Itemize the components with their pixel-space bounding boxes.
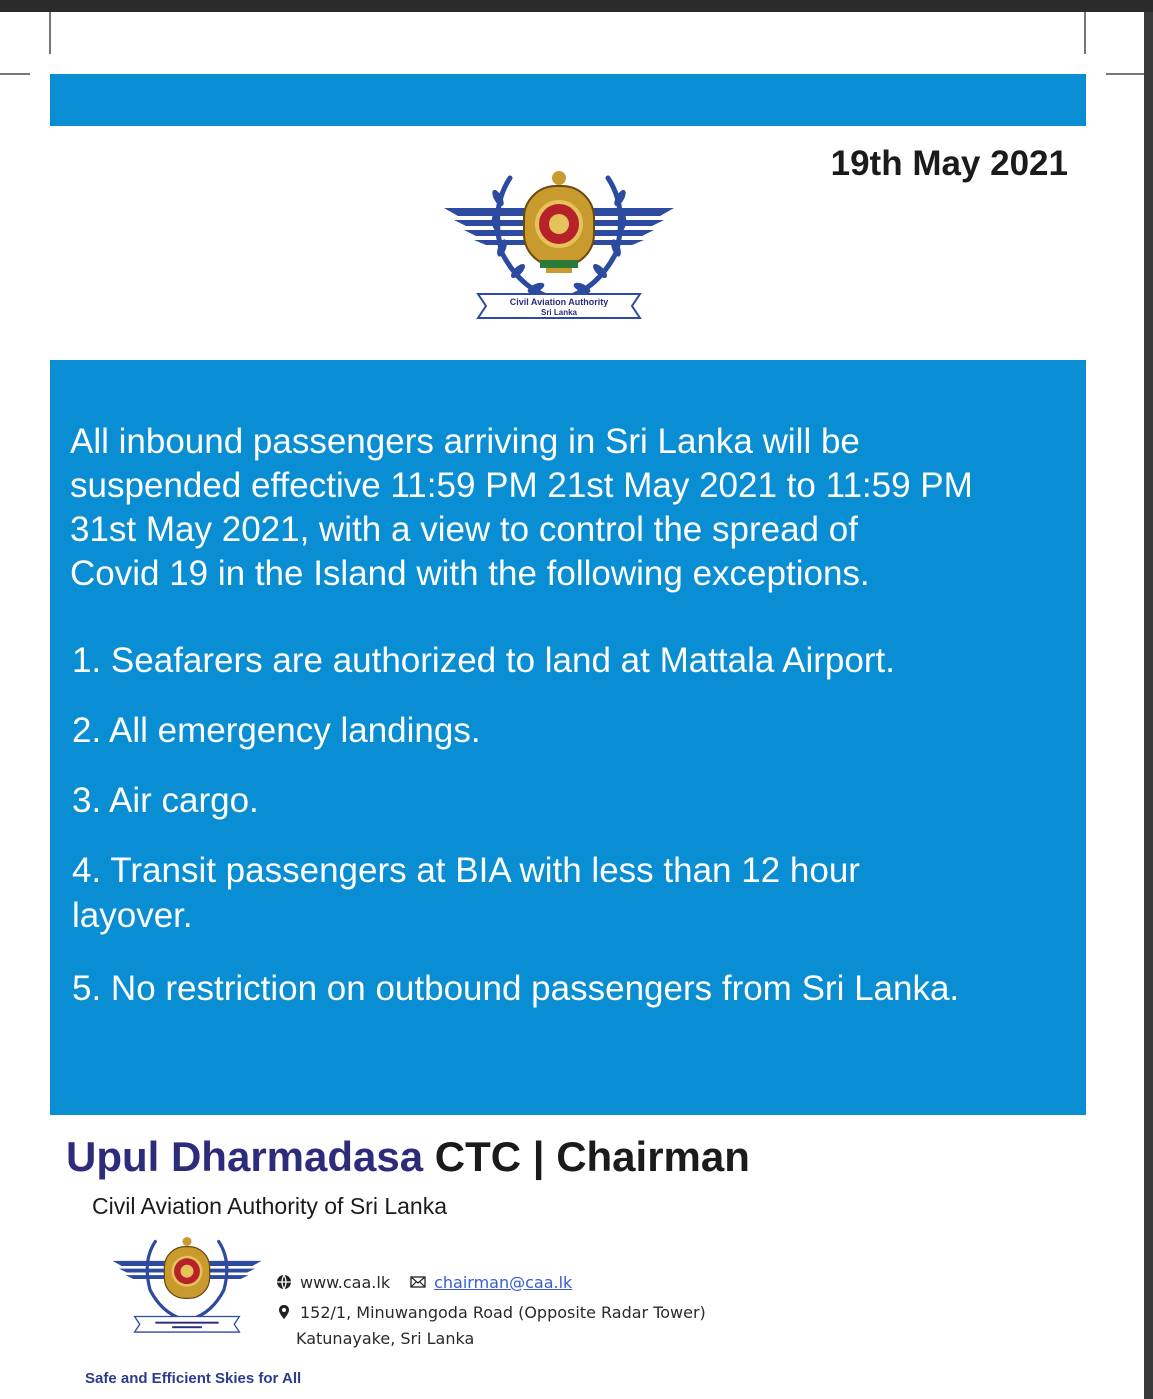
crop-mark	[0, 73, 30, 75]
signatory-name-title	[66, 1133, 750, 1181]
signatory-name: Upul Dharmadasa	[66, 1133, 424, 1180]
email-icon	[410, 1274, 426, 1290]
website-link[interactable]: www.caa.lk	[300, 1272, 391, 1292]
contact-details	[276, 1269, 706, 1351]
address-line: Katunayake, Sri Lanka	[296, 1328, 475, 1348]
exception-text: 4. Transit passengers at BIA with less than 12 hour	[72, 851, 860, 890]
signatory-title: CTC | Chairman	[434, 1133, 750, 1180]
crop-mark	[1084, 12, 1086, 54]
tagline: Safe and Efficient Skies for All	[85, 1370, 302, 1387]
notice-intro	[70, 420, 1080, 596]
caa-emblem-small-logo	[108, 1235, 266, 1350]
signature-block	[50, 1115, 1086, 1399]
logo-ribbon-line2: Sri Lanka	[540, 308, 578, 317]
exception-item	[72, 638, 1072, 683]
crop-mark	[1106, 73, 1144, 75]
exception-text: 3. Air cargo.	[72, 781, 259, 820]
signatory-organization: Civil Aviation Authority of Sri Lanka	[92, 1193, 447, 1219]
intro-line: 31st May 2021, with a view to control the spread of	[70, 510, 858, 549]
notice-body	[50, 360, 1086, 1115]
viewer-top-bar	[0, 0, 1153, 12]
crop-mark	[49, 12, 51, 54]
exception-text: 5. No restriction on outbound passengers from Sri Lanka.	[72, 969, 960, 1008]
intro-line: Covid 19 in the Island with the following exceptions.	[70, 554, 870, 593]
exception-item	[72, 778, 1072, 823]
top-blue-band	[50, 74, 1086, 126]
location-pin-icon	[276, 1304, 292, 1320]
intro-line: suspended effective 11:59 PM 21st May 2021 to 11:59 PM	[70, 466, 973, 505]
exception-text: 2. All emergency landings.	[72, 711, 481, 750]
exception-text: layover.	[72, 896, 193, 935]
exception-item	[72, 708, 1072, 753]
exception-item	[72, 966, 1072, 1011]
exception-item	[72, 848, 1072, 938]
notice-document	[50, 74, 1086, 1399]
exception-text: 1. Seafarers are authorized to land at Mattala Airport.	[72, 641, 895, 680]
document-header	[50, 126, 1086, 360]
email-link[interactable]: chairman@caa.lk	[434, 1272, 573, 1292]
viewer-right-edge	[1144, 12, 1153, 1399]
intro-line: All inbound passengers arriving in Sri Lanka will be	[70, 422, 860, 461]
globe-icon	[276, 1274, 292, 1290]
notice-date: 19th May 2021	[830, 144, 1068, 183]
address-line: 152/1, Minuwangoda Road (Opposite Radar Tower)	[300, 1302, 706, 1322]
logo-ribbon-line1: Civil Aviation Authority	[509, 297, 609, 307]
caa-emblem-logo	[440, 168, 678, 343]
